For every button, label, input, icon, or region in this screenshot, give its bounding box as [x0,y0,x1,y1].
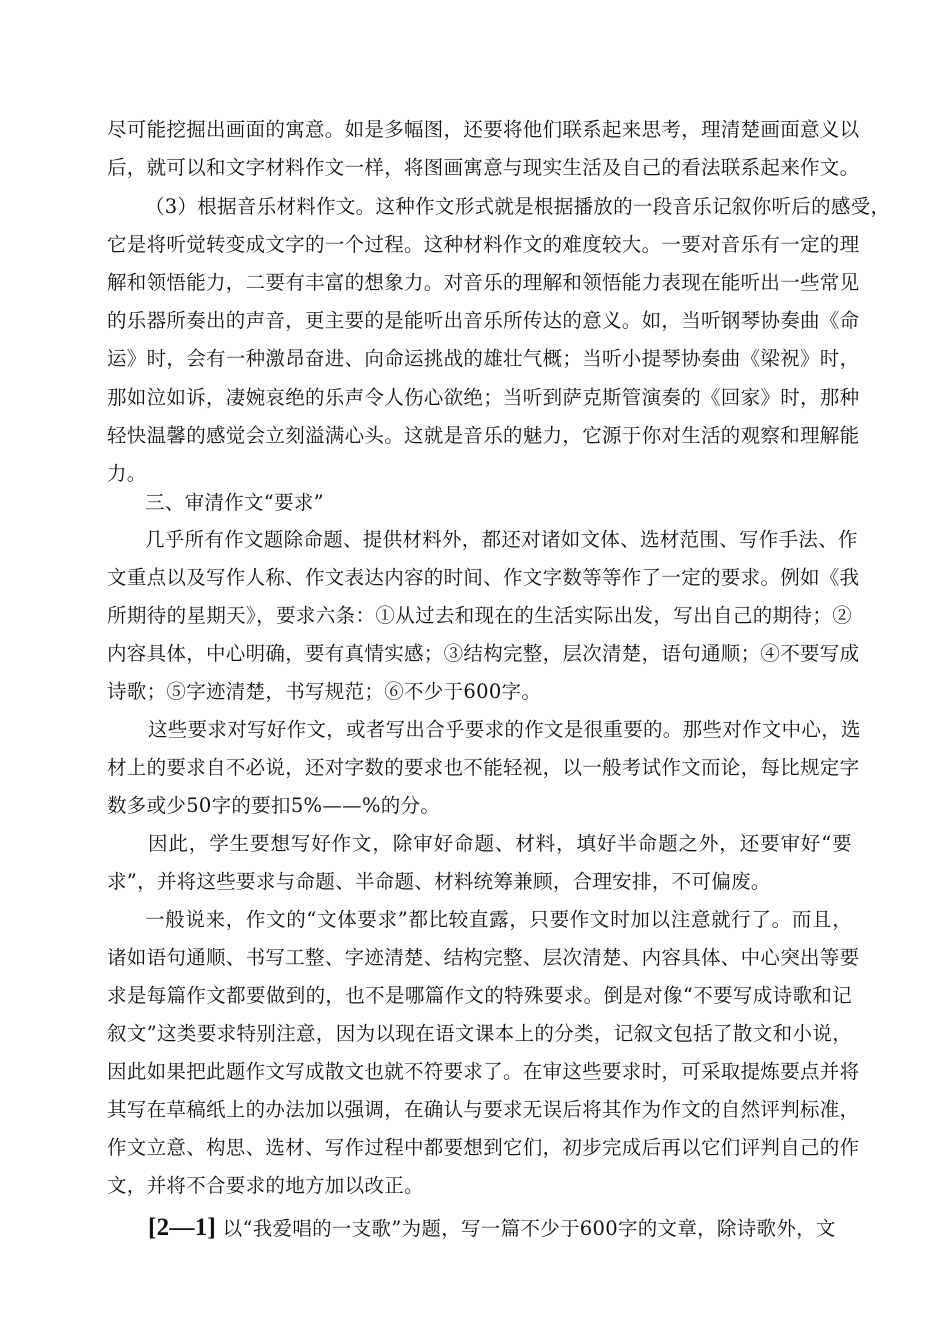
text-line: 其写在草稿纸上的办法加以强调，在确认与要求无误后将其作为作文的自然评判标准， [107,1098,860,1121]
text-line: 求是每篇作文都要做到的，也不是哪篇作文的特殊要求。倒是对像“不要写成诗歌和记 [107,984,852,1007]
exercise-number: [2—1] [148,1214,217,1241]
text-line: 的乐器所奏出的声音，更主要的是能听出音乐所传达的意义。如，当听钢琴协奏曲《命 [107,309,860,332]
text-line: 这些要求对写好作文，或者写出合乎要求的作文是很重要的。那些对作文中心，选 [148,718,861,741]
text-line: 力。 [107,462,147,485]
text-line: 诸如语句通顺、书写工整、字迹清楚、结构完整、层次清楚、内容具体、中心突出等要 [107,946,860,969]
text-line: 文重点以及写作人称、作文表达内容的时间、作文字数等等作了一定的要求。例如《我 [107,566,860,589]
text-line: 诗歌；⑤字迹清楚，书写规范；⑥不少于600字。 [107,680,542,703]
text-line: 因此，学生要想写好作文，除审好命题、材料，填好半命题之外，还要审好“要 [148,832,852,855]
text-line: 叙文”这类要求特别注意，因为以现在语文课本上的分类，记叙文包括了散文和小说， [107,1022,852,1045]
exercise-line [148,1211,852,1245]
section-heading: 三、审清作文“要求” [145,491,324,514]
text-line: 那如泣如诉，凄婉哀绝的乐声令人伤心欲绝；当听到萨克斯管演奏的《回家》时，那种 [107,386,860,409]
exercise-text: 以“我爱唱的一支歌”为题，写一篇不少于600字的文章，除诗歌外，文 [222,1217,836,1240]
text-line: 运》时，会有一种激昂奋进、向命运挑战的雄壮气概；当听小提琴协奏曲《梁祝》时， [107,347,860,370]
text-line: 几乎所有作文题除命题、提供材料外，都还对诸如文体、选材范围、写作手法、作 [145,528,858,551]
text-line: 尽可能挖掘出画面的寓意。如是多幅图，还要将他们联系起来思考，理清楚画面意义以 [107,118,860,141]
text-line: （3）根据音乐材料作文。这种作文形式就是根据播放的一段音乐记叙你听后的感受， [145,195,891,218]
text-line: 因此如果把此题作文写成散文也就不符要求了。在审这些要求时，可采取提炼要点并将 [107,1060,860,1083]
text-line: 材上的要求自不必说，还对字数的要求也不能轻视，以一般考试作文而论，每比规定字 [107,756,860,779]
text-line: 内容具体，中心明确，要有真情实感；③结构完整，层次清楚，语句通顺；④不要写成 [107,642,860,665]
text-line: 一般说来，作文的“文体要求”都比较直露，只要作文时加以注意就行了。而且， [145,908,852,931]
text-line: 求”，并将这些要求与命题、半命题、材料统筹兼顾，合理安排，不可偏废。 [107,870,771,893]
text-line: 后，就可以和文字材料作文一样，将图画寓意与现实生活及自己的看法联系起来作文。 [107,156,860,179]
text-line: 作文立意、构思、选材、写作过程中都要想到它们，初步完成后再以它们评判自己的作 [107,1136,860,1159]
text-line: 数多或少50字的要扣5%——%的分。 [107,794,441,817]
text-line: 解和领悟能力，二要有丰富的想象力。对音乐的理解和领悟能力表现在能听出一些常见 [107,271,860,294]
text-line: 所期待的星期天》，要求六条：①从过去和现在的生活实际出发，写出自己的期待；② [107,604,852,627]
text-line: 轻快温馨的感觉会立刻溢满心头。这就是音乐的魅力，它源于你对生活的观察和理解能 [107,424,860,447]
text-line: 文，并将不合要求的地方加以改正。 [107,1174,424,1197]
text-line: 它是将听觉转变成文字的一个过程。这种材料作文的难度较大。一要对音乐有一定的理 [107,233,860,256]
